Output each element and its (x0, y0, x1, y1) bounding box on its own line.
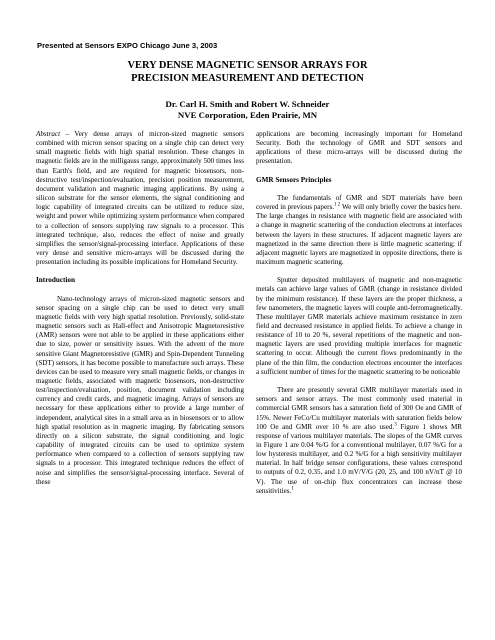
author-block (0, 99, 495, 121)
introduction-continued: applications are becoming increasingly important for Homeland Security. Both the technology of GMR and SDT sensors and applications of these micro-arrays will be discussed during the presentation. (256, 130, 462, 166)
citation-superscript: 1 (291, 486, 294, 492)
title-line-2: PRECISION MEASUREMENT AND DETECTION (131, 72, 364, 84)
abstract-paragraph (36, 130, 244, 267)
paper-title (0, 60, 495, 85)
abstract-label: Abstract (36, 130, 61, 138)
title-line-1: VERY DENSE MAGNETIC SENSOR ARRAYS FOR (127, 60, 368, 71)
gmr-paragraph-1 (256, 194, 462, 267)
gmr-p1-text-b: We will only briefly cover the basics here. The large changes in resistance with magnetic field are associated with a change in magnetic scattering of the conduction electrons at interfaces between the layers in these structures. If adjacent magnetic layers are magnetized in the same direction there is little magnetic scattering; if adjacent magnetic layers are magnetized in opposite directions, there is maximum magnetic scattering. (256, 203, 462, 266)
gmr-p3-text-a: There are presently several GMR multilayer materials used in sensors and sensor arrays. The most commonly used material in commercial GMR sensors has a saturation field of 300 Oe and GMR of 15%. Newer FeCo/Cu multilayer materials with saturation fields below 100 Oe and GMR over 10 % are also used. (256, 386, 462, 431)
citation-superscript: 1 2 (334, 202, 341, 208)
citation-superscript: 3 (394, 422, 397, 428)
gmr-principles-heading: GMR Sensors Principles (256, 175, 332, 184)
right-column (256, 130, 462, 505)
introduction-text: Nano-technology arrays of micron-sized magnetic sensors and sensor spacing on a single chip can be used to detect very small magnetic fields with very high spatial resolution. Previously, solid-state magnetic sensors such as Hall-effect and Anisotropic Magnetoresistive (AMR) sensors were not able to be applied in these applications either due to size, power or sensitivity issues. With the advent of the more sensitive Giant Magnetoresistive (GMR) and Spin-Dependent Tunneling (SDT) sensors, it has become possible to manufacture such arrays. These devices can be used to measure very small magnetic fields, or changes in magnetic fields, associated with magnetic biosensors, non-destructive test/inspection/evaluation, position, document validation including currency and credit cards, and magnetic imaging. Arrays of sensors are necessary for these applications either to provide a large number of independent, analytical sites in a small area as in biosensors or to allow high spatial resolution as in magnetic imaging. By fabricating sensors directly on a silicon substrate, the signal conditioning and logic capability of integrated circuits can be used to optimize system performance when compared to a collection of sensors supplying raw signals to a processor. This integrated technique reduces the effect of noise and simplifies the sensor/signal-processing interface. Several of these (36, 294, 244, 486)
presentation-note: Presented at Sensors EXPO Chicago June 3, 2003 (37, 41, 218, 50)
left-column (36, 130, 244, 496)
gmr-p3-text-b: Figure 1 shows MR response of various multilayer materials. The slopes of the GMR curves in Figure 1 are 0.04 %/G for a conventional multilayer, 0.07 %/G for a low hysteresis multilayer, and 0.2 %/G for a high sensitivity multilayer material. In half bridge sensor configurations, these values correspond to outputs of 0.2, 0.35, and 1.0 mV/V/G (20, 25, and 100 nV/nT @ 10 V). The use of on-chip flux concentrators can increase these sensitivities. (256, 422, 462, 495)
gmr-paragraph-3 (256, 386, 462, 496)
gmr-p1-text-a: The fundamentals of GMR and SDT materials have been covered in previous papers. (256, 193, 462, 212)
introduction-heading: Introduction (36, 276, 76, 285)
author-affiliation: NVE Corporation, Eden Prairie, MN (177, 110, 318, 120)
abstract-text: – Very dense arrays of micron-sized magnetic sensors combined with micron sensor spacing on a single chip can detect very small magnetic fields with high spatial resolution. These changes in magnetic fields are in the milligauss range, approximately 500 times less than Earth's field, and are required for magnetic biosensors, non-destructive test/inspection/evaluation, precision position measurement, document validation and magnetic imaging applications. By using a silicon substrate for the sensor elements, the signal conditioning and logic capability of integrated circuits can be utilized to reduce size, weight and power while optimizing system performance when compared to a collection of sensors supplying raw signals to a processor. This integrated technique, also, reduces the effect of noise and greatly simplifies the sensor/signal-processing interface. Applications of these very dense and sensitive micro-arrays will be discussed during the presentation including its possible implications for Homeland Security. (36, 130, 244, 267)
gmr-paragraph-2: Sputter deposited multilayers of magnetic and non-magnetic metals can achieve large values of GMR (change in resistance divided by the minimum resistance). If these layers are the proper thickness, a few nanometers, the magnetic layers will couple anti-ferromagnetically. These multilayer GMR materials achieve maximum resistance in zero field and decreased resistance in applied fields. To achieve a change in resistance of 10 to 20 %, several repetitions of the magnetic and non-magnetic layers are used providing multiple interfaces for magnetic scattering to occur. Although the current flows predominantly in the plane of the thin film, the conduction electrons encounter the interfaces a sufficient number of times for the magnetic scattering to be noticeable (256, 276, 462, 376)
author-names: Dr. Carl H. Smith and Robert W. Schneider (165, 99, 330, 109)
